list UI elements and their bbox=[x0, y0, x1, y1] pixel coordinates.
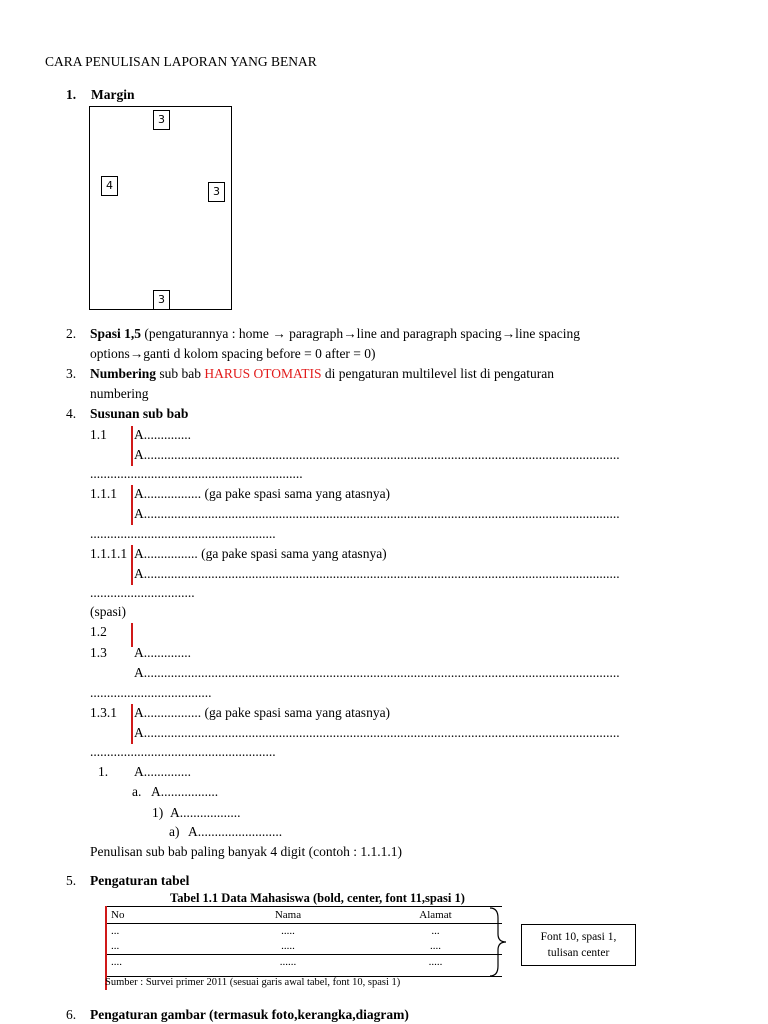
subbab-text: A............................................................................................................................................. bbox=[134, 566, 620, 581]
subbab-number: 1.1 bbox=[90, 427, 107, 442]
table-row bbox=[105, 939, 502, 955]
section-4-number: 4. bbox=[66, 406, 77, 421]
section-3-bold: Numbering bbox=[90, 366, 157, 381]
table-cell: ..... bbox=[428, 956, 443, 968]
table-note-box bbox=[521, 924, 636, 966]
section-2-number: 2. bbox=[66, 326, 77, 341]
margin-page-diagram bbox=[89, 106, 232, 310]
table-header-cell: No bbox=[111, 909, 125, 921]
subbab-continuation: ............................................................... bbox=[90, 466, 303, 481]
table-note-line1: Font 10, spasi 1, bbox=[540, 931, 617, 943]
table-cell: ..... bbox=[281, 940, 295, 952]
section-3-red-text: HARUS OTOMATIS bbox=[204, 366, 322, 381]
margin-top-value: 3 bbox=[153, 110, 170, 130]
page-title: CARA PENULISAN LAPORAN YANG BENAR bbox=[45, 54, 317, 69]
section-4-heading: Susunan sub bab bbox=[90, 406, 189, 421]
subbab-text: A.............. bbox=[134, 645, 191, 660]
table-cell: .... bbox=[111, 956, 122, 968]
list-level3-number: 1) bbox=[152, 805, 164, 820]
section-2-line1 bbox=[90, 326, 580, 342]
subbab-text: A................. (ga pake spasi sama yang atasnya) bbox=[134, 486, 391, 501]
indent-marker bbox=[131, 485, 133, 525]
section-6-heading: Pengaturan gambar (termasuk foto,kerangka,diagram) bbox=[90, 1007, 409, 1022]
table-row bbox=[105, 955, 502, 971]
indent-marker bbox=[131, 545, 133, 585]
table-cell: .... bbox=[430, 940, 441, 952]
margin-left-value: 4 bbox=[101, 176, 118, 196]
subbab-text: A............................................................................................................................................. bbox=[134, 665, 620, 680]
subbab-text: A............................................................................................................................................. bbox=[134, 506, 620, 521]
indent-marker bbox=[131, 704, 133, 744]
table-cell: ... bbox=[431, 925, 440, 937]
section-2-text1: (pengaturannya : home → paragraph→line and paragraph spacing→line spacing bbox=[144, 326, 580, 341]
section-3-text1: sub bab bbox=[159, 366, 202, 381]
subbab-continuation: .................................... bbox=[90, 685, 212, 700]
list-level2-text: A................. bbox=[151, 784, 219, 799]
table-cell: ...... bbox=[279, 956, 297, 968]
section-3-line1 bbox=[90, 366, 554, 382]
list-level2-number: a. bbox=[132, 784, 142, 799]
margin-bottom-value: 3 bbox=[153, 290, 170, 310]
table-header-cell: Alamat bbox=[419, 909, 452, 921]
subbab-note: Penulisan sub bab paling banyak 4 digit (contoh : 1.1.1.1) bbox=[90, 844, 402, 859]
subbab-number: 1.2 bbox=[90, 624, 107, 639]
section-2-bold: Spasi 1,5 bbox=[90, 326, 142, 341]
table-cell: ..... bbox=[281, 925, 295, 937]
section-5-number: 5. bbox=[66, 873, 77, 888]
subbab-text: A................. (ga pake spasi sama yang atasnya) bbox=[134, 705, 391, 720]
section-3-number: 3. bbox=[66, 366, 77, 381]
table-header-row bbox=[105, 908, 502, 924]
list-level1-number: 1. bbox=[98, 764, 109, 779]
table-note-line2: tulisan center bbox=[547, 947, 610, 959]
subbab-text: A............................................................................................................................................. bbox=[134, 447, 620, 462]
subbab-text: A............................................................................................................................................. bbox=[134, 725, 620, 740]
subbab-number: 1.3.1 bbox=[90, 705, 117, 720]
section-6-number: 6. bbox=[66, 1007, 77, 1022]
list-level3-text: A.................. bbox=[170, 805, 241, 820]
section-1-number: 1. bbox=[66, 87, 77, 102]
table-row bbox=[105, 924, 502, 940]
subbab-text: A................ (ga pake spasi sama yang atasnya) bbox=[134, 546, 387, 561]
curly-brace-icon bbox=[488, 906, 510, 978]
section-1-heading: Margin bbox=[91, 87, 135, 102]
indent-marker bbox=[131, 623, 133, 647]
subbab-number: 1.1.1.1 bbox=[90, 546, 128, 561]
subbab-continuation: ............................... bbox=[90, 585, 195, 600]
table-caption: Tabel 1.1 Data Mahasiswa (bold, center, font 11,spasi 1) bbox=[170, 891, 465, 905]
list-level4-number: a) bbox=[169, 824, 180, 839]
section-3-line2: numbering bbox=[90, 386, 149, 401]
list-level4-text: A......................... bbox=[188, 824, 283, 839]
list-level1-text: A.............. bbox=[134, 764, 191, 779]
table-top-rule bbox=[105, 906, 502, 907]
section-3-text2: di pengaturan multilevel list di pengaturan bbox=[324, 366, 554, 381]
subbab-number: 1.3 bbox=[90, 645, 107, 660]
margin-right-value: 3 bbox=[208, 182, 225, 202]
table-header-cell: Nama bbox=[274, 909, 302, 921]
table-cell: ... bbox=[111, 940, 120, 952]
subbab-number: 1.1.1 bbox=[90, 486, 117, 501]
subbab-continuation: ....................................................... bbox=[90, 744, 276, 759]
subbab-text: A.............. bbox=[134, 427, 191, 442]
subbab-continuation: ....................................................... bbox=[90, 526, 276, 541]
data-table bbox=[105, 908, 502, 970]
indent-marker bbox=[131, 426, 133, 466]
section-2-line2: options→ganti d kolom spacing before = 0 after = 0) bbox=[90, 346, 376, 361]
table-source: Sumber : Survei primer 2011 (sesuai garis awal tabel, font 10, spasi 1) bbox=[105, 977, 401, 988]
table-cell: ... bbox=[111, 925, 120, 937]
section-5-heading: Pengaturan tabel bbox=[90, 873, 190, 888]
spasi-note: (spasi) bbox=[90, 604, 126, 619]
